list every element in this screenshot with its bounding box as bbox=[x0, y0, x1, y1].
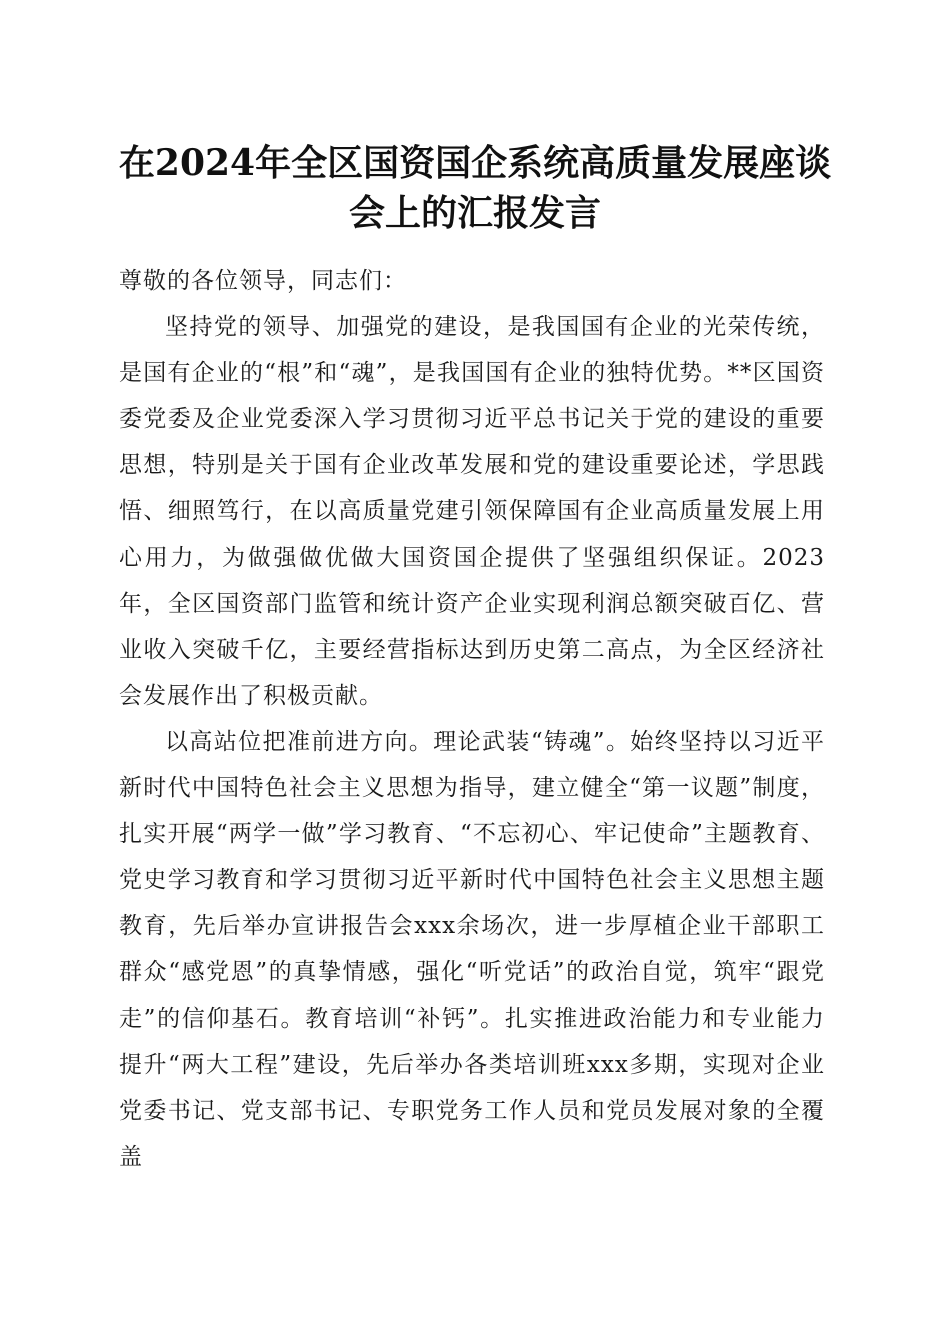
paragraph-2: 以高站位把准前进方向。理论武装“铸魂”。始终坚持以习近平新时代中国特色社会主义思想为指导，建立健全“第一议题”制度，扎实开展“两学一做”学习教育、“不忘初心、牢记使命”主题教育、党史学习教育和学习贯彻习近平新时代中国特色社会主义思想主题教育，先后举办宣讲报告会xxx余场次，进一步厚植企业干部职工群众“感党恩”的真挚情感，强化“听党话”的政治自觉，筑牢“跟党走”的信仰基石。教育培训“补钙”。扎实推进政治能力和专业能力提升“两大工程”建设，先后举办各类培训班xxx多期，实现对企业党委书记、党支部书记、专职党务工作人员和党员发展对象的全覆盖 bbox=[119, 728, 825, 1170]
paragraph-1: 坚持党的领导、加强党的建设，是我国国有企业的光荣传统，是国有企业的“根”和“魂”，是我国国有企业的独特优势。**区国资委党委及企业党委深入学习贯彻习近平总书记关于党的建设的重要思想，特别是关于国有企业改革发展和党的建设重要论述，学思践悟、细照笃行，在以高质量党建引领保障国有企业高质量发展上用心用力，为做强做优做大国资国企提供了坚强组织保证。2023年，全区国资部门监管和统计资产企业实现利润总额突破百亿、营业收入突破千亿，主要经营指标达到历史第二高点，为全区经济社会发展作出了积极贡献。 bbox=[119, 314, 825, 709]
document-title: 在2024年全区国资国企系统高质量发展座谈会上的汇报发言 bbox=[118, 142, 832, 234]
salutation: 尊敬的各位领导，同志们： bbox=[119, 268, 407, 294]
document-body bbox=[119, 258, 825, 1180]
